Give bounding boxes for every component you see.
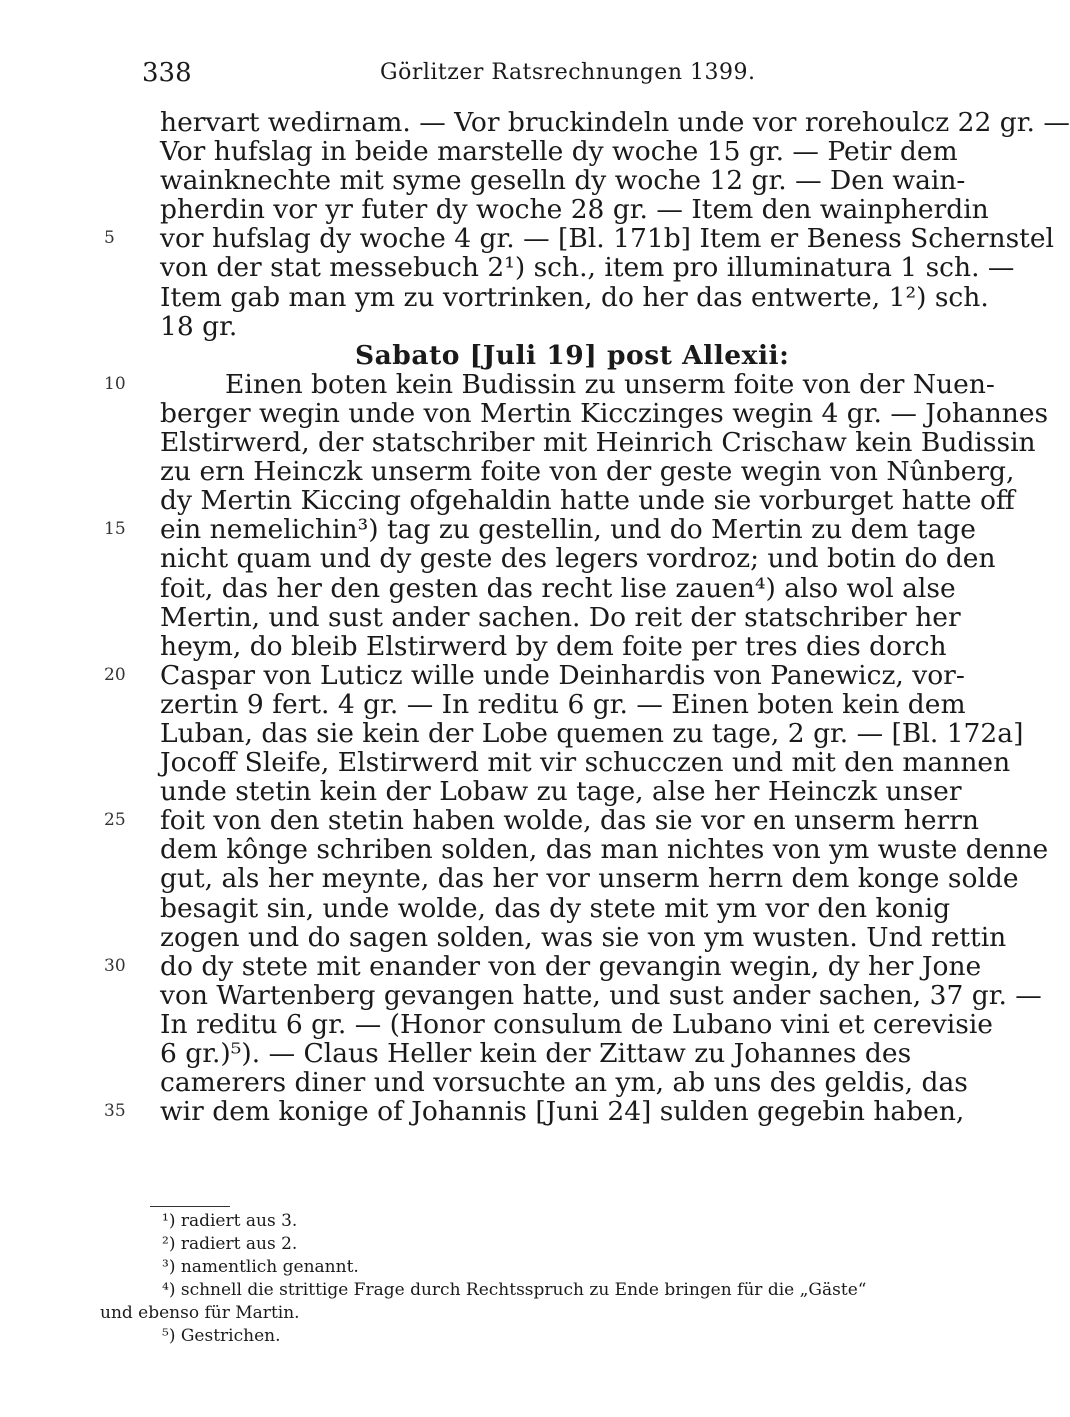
text-line: [0, 659, 965, 691]
line-number: 15: [104, 519, 126, 540]
text-line: [0, 863, 1019, 895]
text-line: [0, 632, 960, 661]
text-line: [0, 368, 995, 400]
text-line: [0, 1067, 968, 1099]
line-text: von der stat messebuch 2¹) sch., item pro illuminatura 1 sch. —: [160, 252, 1015, 284]
line-text: foit von den stetin haben wolde, das sie vor en unserm herrn: [160, 805, 979, 837]
line-text: do dy stete mit enander von der gevangin wegin, dy her Jone: [160, 950, 982, 982]
text-line: [0, 107, 1070, 138]
text-line: [0, 1096, 965, 1128]
line-number: 25: [104, 810, 126, 831]
line-text: 6 gr.)⁵). — Claus Heller kein der Zittaw zu Johannes des: [160, 1038, 912, 1069]
footnote-text: ¹) radiert aus 3.: [162, 1211, 298, 1231]
line-text: wir dem konige of Johannis [Juni 24] sulden gegebin haben,: [160, 1096, 965, 1128]
line-text: ein nemelichin³) tag zu gestellin, und do Mertin zu dem tage: [160, 514, 976, 546]
line-text: zertin 9 fert. 4 gr. — In reditu 6 gr. — Einen boten kein dem: [160, 688, 966, 720]
line-text: dy Mertin Kiccing ofgehaldin hatte unde sie vorburget hatte off: [160, 485, 1015, 517]
line-text: gut, als her meynte, das her vor unserm herrn dem konge solde: [160, 863, 1019, 895]
footnote: [0, 1302, 960, 1325]
line-text: zogen und do sagen solden, was sie von ym wusten. Und rettin: [160, 921, 1007, 953]
line-number: 20: [104, 664, 126, 685]
footnote: [0, 1325, 960, 1348]
line-text: pherdin vor yr futer dy woche 28 gr. — Item den wainpherdin: [160, 194, 989, 226]
footnotes: [0, 1210, 960, 1348]
footnote-text: ⁴) schnell die strittige Frage durch Rechtsspruch zu Ende bringen für die „Gäste“: [162, 1280, 867, 1300]
line-number: 30: [104, 955, 126, 976]
line-text: Mertin, und sust ander sachen. Do reit der statschriber her: [160, 601, 961, 633]
line-number: 35: [104, 1101, 126, 1122]
text-line: [0, 543, 996, 575]
page-number: 338: [142, 58, 192, 88]
footnote: [0, 1279, 960, 1302]
line-number: 10: [104, 373, 126, 394]
text-line: [0, 427, 1036, 459]
line-text: Caspar von Luticz wille unde Deinhardis von Panewicz, vor-: [160, 659, 965, 691]
running-title: Görlitzer Ratsrechnungen 1399.: [380, 60, 756, 85]
text-line: [0, 397, 1049, 429]
text-line: [0, 574, 960, 603]
text-line: [0, 894, 960, 923]
text-line: [0, 717, 1024, 749]
line-text: zu ern Heinczk unserm foite von der geste wegin von Nûnberg,: [160, 456, 1015, 488]
text-line: [0, 514, 976, 546]
footnote-text: ⁵) Gestrichen.: [162, 1326, 281, 1346]
line-text: von Wartenberg gevangen hatte, und sust ander sachen, 37 gr. —: [160, 979, 1042, 1011]
text-line: [0, 921, 1007, 953]
footnote-text: und ebenso für Martin.: [100, 1303, 300, 1323]
text-line: [0, 252, 1015, 284]
line-text: unde stetin kein der Lobaw zu tage, alse her Heinczk unser: [160, 776, 962, 808]
line-text: Luban, das sie kein der Lobe quemen zu tage, 2 gr. — [Bl. 172a]: [160, 717, 1024, 749]
line-text: Item gab man ym zu vortrinken, do her das entwerte, 1²) sch.: [160, 281, 989, 313]
text-line: [0, 312, 960, 341]
line-text: wainknechte mit syme geselln dy woche 12 gr. — Den wain-: [160, 165, 966, 197]
line-text: Vor hufslag in beide marstelle dy woche 15 gr. — Petir dem: [160, 136, 958, 168]
line-text: nicht quam und dy geste des legers vordroz; und botin do den: [160, 543, 996, 575]
footnote-text: ³) namentlich genannt.: [162, 1257, 359, 1277]
text-line: [0, 223, 1054, 255]
text-line: [0, 485, 1015, 517]
text-line: [0, 603, 960, 632]
text-line: [0, 194, 989, 226]
line-text: In reditu 6 gr. — (Honor consulum de Lubano vini et cerevisie: [160, 1008, 993, 1040]
footnote-divider: [150, 1206, 230, 1207]
line-number: 5: [104, 228, 115, 249]
section-heading: [0, 341, 960, 370]
text-line: [0, 950, 982, 982]
text-line: [0, 1008, 993, 1040]
page-header: [138, 58, 918, 94]
line-text: Elstirwerd, der statschriber mit Heinrich Crischaw kein Budissin: [160, 427, 1036, 459]
footnote-text: ²) radiert aus 2.: [162, 1234, 298, 1254]
line-text: camerers diner und vorsuchte an ym, ab uns des geldis, das: [160, 1067, 968, 1099]
footnote: [0, 1233, 960, 1256]
line-text: heym, do bleib Elstirwerd by dem foite per tres dies dorch: [160, 630, 947, 662]
text-line: [0, 834, 1049, 866]
text-line: [0, 688, 966, 720]
text-line: [0, 165, 966, 197]
line-text: Sabato [Juli 19] post Allexii:: [355, 339, 790, 371]
line-text: Jocoff Sleife, Elstirwerd mit vir schucczen und mit den mannen: [160, 747, 1011, 779]
text-line: [0, 1039, 960, 1068]
text-line: [0, 281, 989, 313]
line-text: besagit sin, unde wolde, das dy stete mit ym vor den konig: [160, 892, 951, 924]
line-text: dem kônge schriben solden, das man nichtes von ym wuste denne: [160, 834, 1049, 866]
line-text: vor hufslag dy woche 4 gr. — [Bl. 171b] Item er Beness Schernstel: [160, 223, 1054, 255]
line-text: foit, das her den gesten das recht lise zauen⁴) also wol alse: [160, 572, 956, 604]
line-text: 18 gr.: [160, 310, 238, 342]
main-text: [0, 107, 1070, 1128]
text-line: [0, 979, 1042, 1011]
footnote: [0, 1256, 960, 1279]
footnote: [0, 1210, 960, 1233]
line-text: hervart wedirnam. — Vor bruckindeln unde vor rorehoulcz 22 gr. —: [160, 107, 1070, 138]
text-line: [0, 805, 979, 837]
text-line: [0, 137, 960, 166]
line-text: Einen boten kein Budissin zu unserm foite von der Nuen-: [225, 368, 995, 400]
text-line: [0, 777, 960, 806]
line-text: berger wegin unde von Mertin Kicczinges wegin 4 gr. — Johannes: [160, 397, 1049, 429]
text-line: [0, 456, 1015, 488]
text-line: [0, 747, 1011, 779]
